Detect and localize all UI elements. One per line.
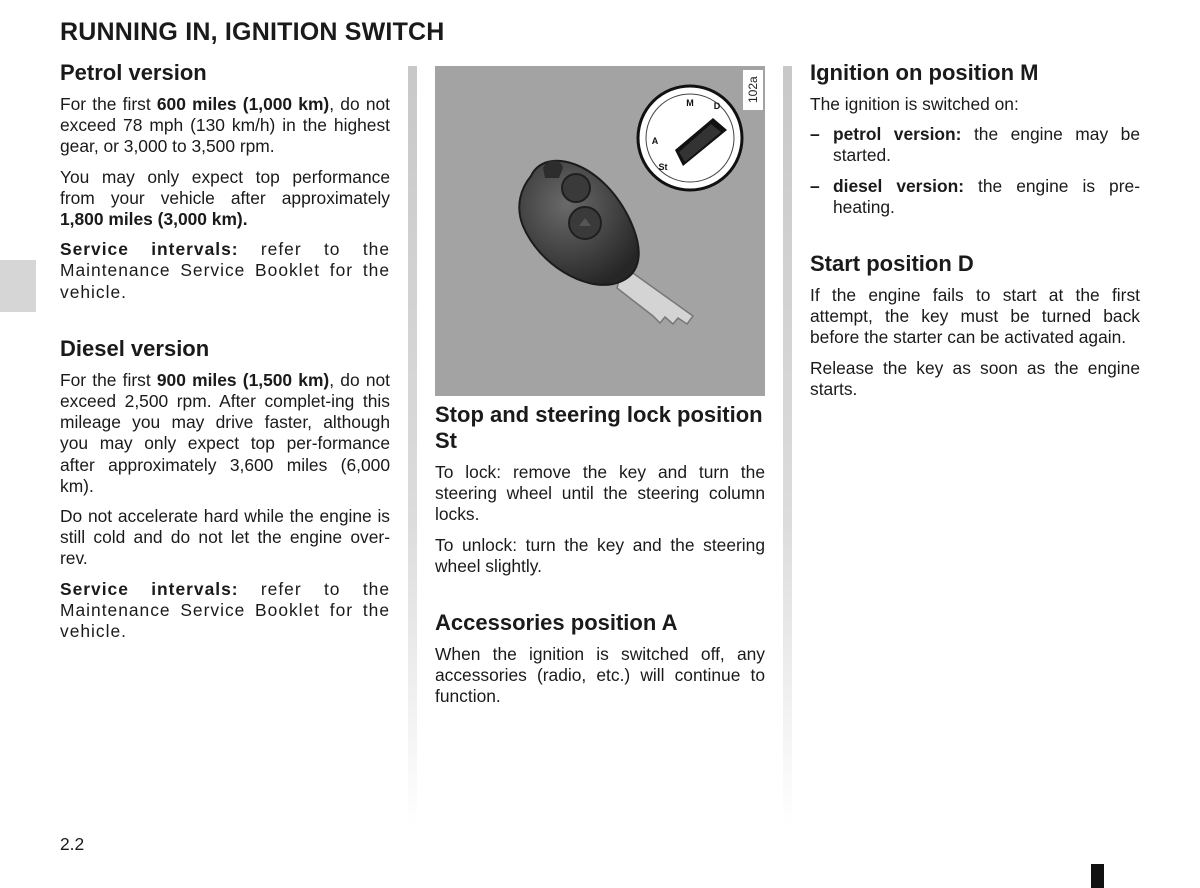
left-column [60, 60, 390, 651]
petrol-paragraph-1: For the first 600 miles (1,000 km), do not exceed 78 mph (130 km/h) in the highest gear, or 3,000 to 3,500 rpm. [60, 94, 390, 157]
start-paragraph-2: Release the key as soon as the engine starts. [810, 357, 1140, 399]
key-illustration [435, 66, 765, 396]
column-divider-right [783, 66, 792, 826]
stop-paragraph-1: To lock: remove the key and turn the steering wheel until the steering column locks. [435, 462, 765, 525]
list-item: – diesel version: the engine is pre-heating. [810, 175, 1140, 217]
page-edge-marker [1091, 864, 1104, 888]
dial-label-m: M [686, 98, 694, 108]
petrol-paragraph-2: You may only expect top performance from your vehicle after approximately 1,800 miles (3,000 km). [60, 166, 390, 230]
page-number: 2.2 [60, 834, 85, 854]
image-reference: 102a [743, 70, 763, 110]
accessories-heading: Accessories position A [435, 610, 678, 636]
stop-heading: Stop and steering lock position St [435, 402, 763, 453]
diesel-paragraph-2: Do not accelerate hard while the engine is still cold and do not let the engine over-rev. [60, 506, 390, 569]
dial-label-st: St [658, 162, 668, 172]
ignition-intro: The ignition is switched on: [810, 94, 1019, 114]
dial-label-a: A [651, 136, 659, 146]
list-item: – petrol version: the engine may be started. [810, 124, 1140, 166]
column-divider-left [408, 66, 417, 826]
key-fob [519, 161, 638, 285]
section-tab [0, 260, 36, 312]
page-title: RUNNING IN, IGNITION SWITCH [60, 18, 445, 46]
stop-paragraph-2: To unlock: turn the key and the steering wheel slightly. [435, 534, 765, 576]
key-photo [435, 66, 765, 396]
start-paragraph-1: If the engine fails to start at the first attempt, the key must be turned back before the starter can be activated again. [810, 285, 1140, 348]
ignition-list [810, 124, 1140, 218]
petrol-heading: Petrol version [60, 60, 207, 85]
diesel-paragraph-1: For the first 900 miles (1,500 km), do not exceed 2,500 rpm. After complet-ing this mileage you may drive faster, although you may only expect top per-formance after approximately 3,600 miles (6,000 km). [60, 369, 390, 496]
petrol-service-intervals: Service intervals: refer to the Maintenance Service Booklet for the vehicle. [60, 239, 390, 302]
accessories-paragraph: When the ignition is switched off, any accessories (radio, etc.) will continue to function. [435, 644, 765, 707]
diesel-service-intervals: Service intervals: refer to the Maintenance Service Booklet for the vehicle. [60, 578, 390, 642]
right-column [810, 60, 1140, 409]
start-heading: Start position D [810, 251, 974, 277]
middle-column [435, 66, 765, 717]
diesel-heading: Diesel version [60, 335, 210, 361]
fob-button-top-icon [562, 174, 590, 202]
ignition-dial [638, 86, 742, 190]
dial-label-d: D [713, 101, 721, 111]
ignition-heading: Ignition on position M [810, 60, 1039, 85]
